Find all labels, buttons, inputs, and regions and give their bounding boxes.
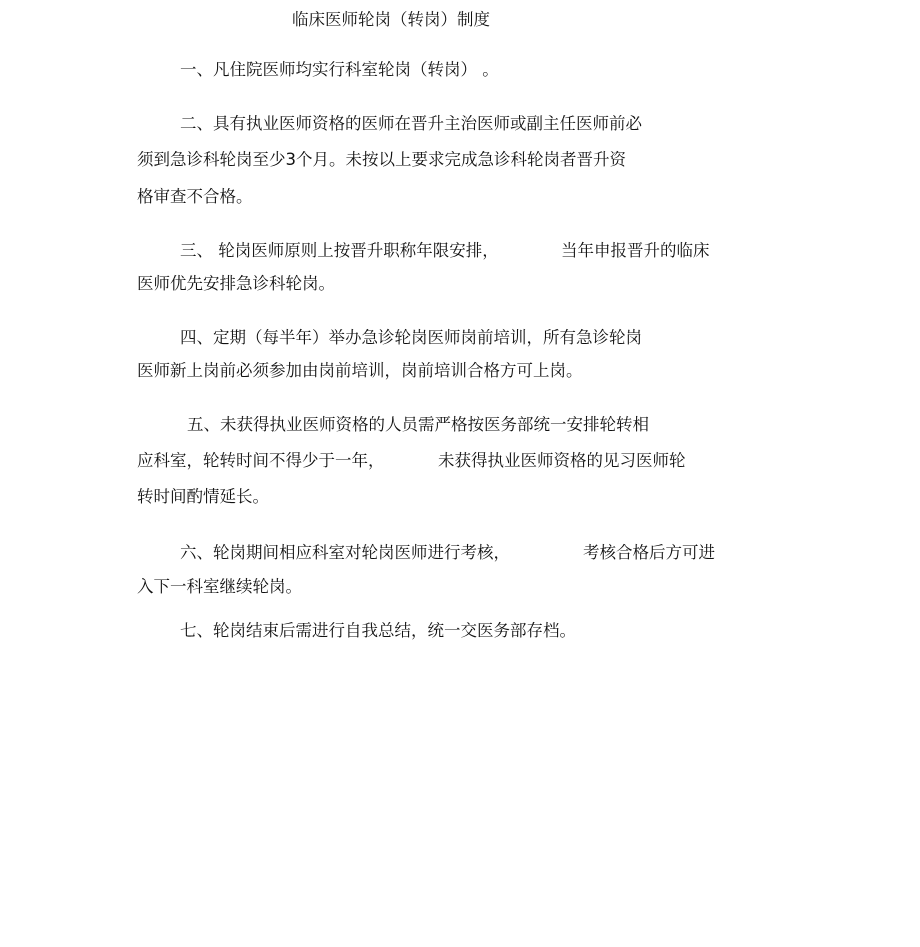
clause-2-line-3: 格审查不合格。 [137,187,253,206]
clause-6-line-2: 入下一科室继续轮岗。 [137,577,302,596]
document-title: 临床医师轮岗（转岗）制度 [292,10,490,29]
clause-4-line-2: 医师新上岗前必须参加由岗前培训，岗前培训合格方可上岗。 [137,361,583,380]
clause-1-line-1: 一、凡住院医师均实行科室轮岗（转岗） 。 [180,60,499,79]
clause-6-line-1a: 六、轮岗期间相应科室对轮岗医师进行考核， [180,543,510,562]
clause-5-line-1: 五、未获得执业医师资格的人员需严格按医务部统一安排轮转相 [187,415,649,434]
clause-4-line-1: 四、定期（每半年）举办急诊轮岗医师岗前培训，所有急诊轮岗 [180,328,642,347]
clause-3-line-1a: 三、 轮岗医师原则上按晋升职称年限安排， [180,241,499,260]
clause-7-line-1: 七、轮岗结束后需进行自我总结，统一交医务部存档。 [180,621,576,640]
clause-6-line-1b: 考核合格后方可进 [583,543,715,562]
clause-5-line-2b: 未获得执业医师资格的见习医师轮 [438,451,686,470]
clause-5-line-2a: 应科室，轮转时间不得少于一年， [137,451,385,470]
clause-3-line-2: 医师优先安排急诊科轮岗。 [137,274,335,293]
clause-2-line-1: 二、具有执业医师资格的医师在晋升主治医师或副主任医师前必 [180,114,642,133]
clause-5-line-3: 转时间酌情延长。 [137,487,269,506]
clause-3-line-1b: 当年申报晋升的临床 [561,241,710,260]
clause-2-line-2: 须到急诊科轮岗至少3个月。未按以上要求完成急诊科轮岗者晋升资 [137,150,626,169]
